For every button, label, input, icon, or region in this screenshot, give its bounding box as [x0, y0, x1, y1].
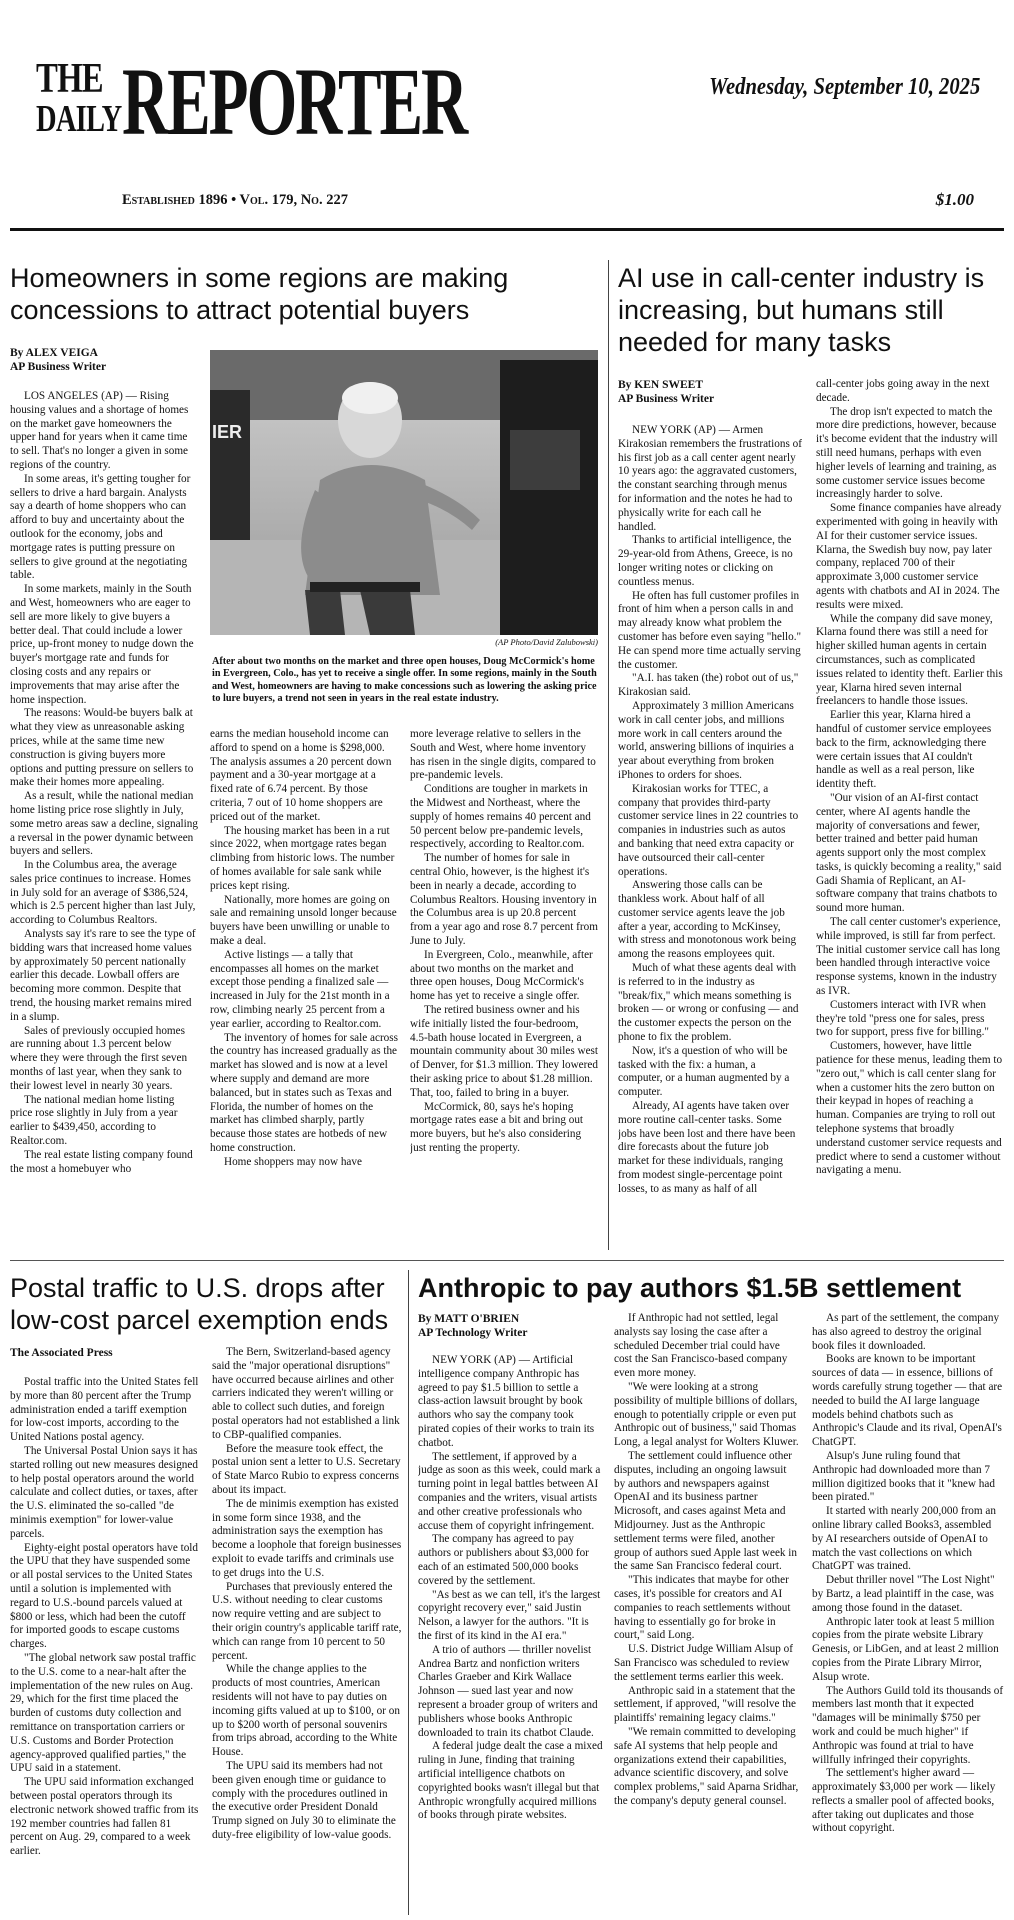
paragraph: "We were looking at a strong possibility of multiple billions of dollars, enough to potentially cripple or even put Anthropic out of business," said Thomas Long, a legal analyst for Wolters Kluwer.	[614, 1380, 799, 1449]
paragraph: The Authors Guild told its thousands of members last month that it expected "damages will be minimally $750 per work and could be much higher" if Anthropic was found at trial to have willfully infringed their copyrights.	[812, 1684, 1004, 1766]
photo-sign-text: IER	[212, 422, 243, 442]
paragraph: Anthropic said in a statement that the settlement, if approved, "will resolve the plaintiffs' remaining legacy claims."	[614, 1684, 796, 1725]
paragraph: The call center customer's experience, while improved, is still far from perfect. The initial customer service call has long been handled through interactive voice response systems, known in the industry as IVR.	[816, 916, 1001, 998]
article4-byline-name: By MATT O'BRIEN	[418, 1313, 520, 1325]
article1-byline	[10, 346, 210, 374]
paragraph: Thanks to artificial intelligence, the 29-year-old from Athens, Greece, is no longer writing notes or clicking on countless menus.	[618, 534, 793, 588]
article2-headline: AI use in call-center industry is increasing, but humans still needed for many tasks	[618, 263, 985, 357]
paragraph: Home shoppers may now have	[224, 1155, 362, 1168]
paragraph: Conditions are tougher in markets in the Midwest and Northeast, where the supply of homes remains 40 percent and 50 percent below pre-pandemic levels, respectively, according to Realtor.com.	[410, 783, 591, 851]
paragraph: Books are known to be important sources of data — in essence, billions of words carefully strung together — that are needed to build the AI large language models behind chatbots such as Anthropic's Claude and its rival, OpenAI's ChatGPT.	[812, 1353, 1003, 1449]
article1-byline-role: AP Business Writer	[10, 361, 107, 373]
paragraph: The UPU said information exchanged between postal operators through its electronic network showed traffic from its 192 member countries had fallen 81 percent on Aug. 29, compared to a week earlier.	[10, 1776, 199, 1858]
article2-byline	[618, 378, 798, 406]
paragraph: "The global network saw postal traffic to the U.S. come to a near-halt after the implementation of the new rules on Aug. 29, which for the first time placed the burden of customs duty collection and remittance on transportation carriers or U.S. Customs and Border Protection agency-approved qualified parties," the UPU said in a statement.	[10, 1651, 196, 1775]
article3-byline-name: The Associated Press	[10, 1347, 113, 1359]
article2-byline-name: By KEN SWEET	[618, 379, 703, 391]
article1-headline: Homeowners in some regions are making concessions to attract potential buyers	[10, 263, 509, 325]
paragraph: "We remain committed to developing safe AI systems that help people and organizations extend their capabilities, advance scientific discovery, and solve complex problems," said Aparna Sridhar, the company's deputy general counsel.	[614, 1725, 799, 1807]
masthead-the: THE	[36, 56, 103, 102]
paragraph: As a result, while the national median home listing price rose slightly in July, some metro areas saw a decline, signaling a reversal in the power dynamic between buyers and sellers.	[10, 790, 198, 858]
paragraph: Debut thriller novel "The Lost Night" by Bartz, a lead plaintiff in the case, was among those found in the dataset.	[812, 1574, 995, 1614]
paragraph: The Universal Postal Union says it has started rolling out new measures designed to help postal operators around the world calculate and collect duties, or taxes, after the U.S. eliminated the so-called "de minimis exemption" for lower-value parcels.	[10, 1444, 198, 1540]
article1-photo-credit: (AP Photo/David Zalubowski)	[495, 637, 598, 647]
paragraph: Sales of previously occupied homes are running about 1.3 percent below where they were through the first seven months of last year, when they sank to their lowest level in nearly 30 years.	[10, 1024, 188, 1092]
paragraph: If Anthropic had not settled, legal analysts say losing the case after a scheduled December trial could have cost the San Francisco-based company even more money.	[614, 1312, 788, 1380]
paragraph: The settlement's higher award — approximately $3,000 per work — likely reflects a smaller pool of affected books, after taking out duplicates and those without copyright.	[812, 1767, 996, 1835]
article1-col2	[210, 728, 398, 1248]
paragraph: earns the median household income can afford to spend on a home is $298,000. The analysis assumes a 20 percent down payment and a 30-year mortgage at a fixed rate of 6.74 percent. By those criteria, 7 out of 10 home shoppers are priced out of the market.	[210, 728, 392, 823]
paragraph: The company has agreed to pay authors or publishers about $3,000 for each of an estimated 500,000 books covered by the settlement.	[418, 1533, 589, 1587]
article2-col2	[816, 378, 1004, 1250]
paragraph: The reasons: Would-be buyers balk at what they view as unreasonable asking prices, while at the same time new construction is giving buyers more options and putting pressure on sellers to make their homes more appealing.	[10, 707, 194, 789]
paragraph: LOS ANGELES (AP) — Rising housing values and a shortage of homes on the market gave homeowners the upper hand for years when it came time to sell. That's no longer a given in some regions of the country.	[10, 390, 189, 471]
section-rule	[10, 1260, 1004, 1261]
article4-byline	[418, 1312, 608, 1340]
paragraph: The inventory of homes for sale across the country has increased gradually as the market has slowed and is now at a level where supply and demand are more balanced, but in states such as Texas and Florida, the number of homes on the market has climbed sharply, partly because those states are hotbeds of new home construction.	[210, 1031, 398, 1154]
article2-byline-role: AP Business Writer	[618, 393, 715, 405]
paragraph: McCormick, 80, says he's hoping mortgage rates ease a bit and bring out more buyers, but he's also considering just renting the property.	[410, 1100, 584, 1154]
paragraph: In some markets, mainly in the South and West, homeowners who are eager to sell are more likely to give buyers a better deal. That could include a lower price, up-front money to nudge down the buyer's mortgage rate and funds for closing costs and any repairs or improvements that may arise after the home inspection.	[10, 583, 194, 706]
paragraph: "A.I. has taken (the) robot out of us," Kirakosian said.	[618, 672, 799, 699]
article3-byline	[10, 1346, 200, 1360]
paragraph: call-center jobs going away in the next decade.	[816, 378, 990, 404]
paragraph: The number of homes for sale in central Ohio, however, is the highest it's been in nearly a decade, according to Columbus Realtors. Housing inventory in the Columbus area is up 20.8 percent from a year ago and rose 8.7 percent from June to July.	[410, 852, 598, 947]
paragraph: Kirakosian works for TTEC, a company that provides third-party customer service lines in 22 countries to companies in industries such as autos and banking that need extra capacity or have outsourced their call-center operations.	[618, 782, 799, 878]
paragraph: While the change applies to the products of most countries, American residents will not have to pay duties on incoming gifts valued at up to $100, or on up to $200 worth of personal souvenirs from trips abroad, according to the White House.	[212, 1663, 400, 1759]
paragraph: The UPU said its members had not been given enough time or guidance to comply with the procedures outlined in the executive order President Donald Trump signed on July 30 to eliminate the duty-free eligibility of low-value goods.	[212, 1759, 396, 1841]
article3-col1	[10, 1376, 200, 1916]
paragraph: A federal judge dealt the case a mixed ruling in June, finding that training artificial intelligence chatbots on copyrighted books wasn't illegal but that Anthropic wrongfully acquired millions of books through pirate websites.	[418, 1740, 603, 1822]
article1-byline-name: By ALEX VEIGA	[10, 347, 98, 359]
article3-col2	[212, 1346, 402, 1916]
article2-col1	[618, 424, 802, 1250]
paragraph: The retired business owner and his wife initially listed the four-bedroom, 4.5-bath house located in Evergreen, a mountain community about 30 miles west of Denver, for $1.3 million. They lowered their asking price to about $1.28 million. That, too, failed to bring in a buyer.	[410, 1003, 598, 1099]
paragraph: Now, it's a question of who will be tasked with the fix: a human, a computer, or a human augmented by a computer.	[618, 1044, 790, 1099]
paragraph: Already, AI agents have taken over more routine call-center tasks. Some jobs have been lost and there have been dire forecasts about the future job market for these individuals, ranging from modest single-percentage point losses, to as many as half of all	[618, 1100, 796, 1195]
paragraph: It started with nearly 200,000 from an online library called Books3, assembled by AI researchers outside of OpenAI to match the vast collections on which ChatGPT was trained.	[812, 1505, 996, 1573]
paragraph: Customers interact with IVR when they're told "press one for sales, press two for support, press five for billing."	[816, 998, 989, 1039]
paragraph: As part of the settlement, the company has also agreed to destroy the original book files it downloaded.	[812, 1312, 1000, 1352]
article1-col1	[10, 390, 198, 1350]
paragraph: Before the measure took effect, the postal union sent a letter to U.S. Secretary of State Marco Rubio to express concerns about its impact.	[212, 1442, 401, 1496]
paragraph: Eighty-eight postal operators have told the UPU that they have suspended some or all postal services to the United States until a solution is implemented with regard to U.S.-bound parcels valued at $800 or less, which had been the cutoff for imported goods to escape customs charges.	[10, 1541, 198, 1651]
article1-col3	[410, 728, 598, 1248]
paragraph: The Bern, Switzerland-based agency said the "major operational disruptions" have occurred because airlines and other carriers indicated they weren't willing or able to collect such duties, and foreign postal operators had not established a link to CBP-qualified companies.	[212, 1346, 400, 1441]
paragraph: Approximately 3 million Americans work in call center jobs, and millions more work in call centers around the world, answering billions of inquiries a year about everything from broken iPhones to orders for shoes.	[618, 699, 794, 781]
paragraph: The settlement could influence other disputes, including an ongoing lawsuit by authors and newspapers against OpenAI and its business partner Microsoft, and cases against Meta and Midjourney. Just as the Anthropic settlement terms were filed, another group of authors sued Apple last week in the same San Francisco federal court.	[614, 1449, 798, 1573]
paragraph: "This indicates that maybe for other cases, it's possible for creators and AI companies to reach settlements without having to essentially go for broke in court," said Long.	[614, 1574, 791, 1642]
article4-col3	[812, 1312, 1004, 1916]
paragraph: He often has full customer profiles in front of him when a person calls in and may already know what problem the customer has before even saying "hello." He can spend more time actually serving the customer.	[618, 589, 802, 671]
masthead-date: Wednesday, September 10, 2025	[708, 74, 980, 100]
article4-byline-role: AP Technology Writer	[418, 1327, 528, 1339]
article4-headline: Anthropic to pay authors $1.5B settlement	[418, 1273, 962, 1303]
paragraph: Postal traffic into the United States fell by more than 80 percent after the Trump administration ended a tariff exemption for low-cost imports, according to the United Nations postal agency.	[10, 1376, 199, 1444]
paragraph: The settlement, if approved by a judge as soon as this week, could mark a turning point in legal battles between AI companies and the writers, visual artists and other creative professionals who accuse them of copyright infringement.	[418, 1450, 601, 1532]
column-divider	[408, 1270, 409, 1915]
paragraph: The de minimis exemption has existed in some form since 1938, and the administration says the exemption has become a loophole that foreign businesses exploit to evade tariffs and criminals use to get drugs into the U.S.	[212, 1497, 402, 1579]
paragraph: In some areas, it's getting tougher for sellers to drive a hard bargain. Analysts say a dearth of home shoppers who can afford to buy and uncertainty about the outlook for the economy, jobs and mortgage rates is putting pressure on sellers to give ground at the negotiating table.	[10, 472, 191, 582]
paragraph: While the company did save money, Klarna found there was still a need for higher skilled human agents in certain circumstances, such as complicated issues related to identity theft. Earlier this year, Klarna hired seven internal freelancers to handle those issues.	[816, 612, 1003, 708]
article4-col2	[614, 1312, 800, 1916]
paragraph: The national median home listing price rose slightly in July from a year earlier to $439,450, according to Realtor.com.	[10, 1093, 178, 1148]
masthead-established: Established 1896 • Vol. 179, No. 227	[122, 192, 348, 208]
article3-headline: Postal traffic to U.S. drops after low-cost parcel exemption ends	[10, 1273, 389, 1335]
paragraph: NEW YORK (AP) — Armen Kirakosian remembers the frustrations of his first job as a call center agent nearly 10 years ago: the aggravated customers, the constant searching through menus for information and the notes he had to physically write for each call he handled.	[618, 424, 802, 533]
paragraph: A trio of authors — thriller novelist Andrea Bartz and nonfiction writers Charles Graeber and Kirk Wallace Johnson — sued last year and now represent a broader group of writers and publishers whose books Anthropic downloaded to train its chatbot Claude.	[418, 1643, 598, 1739]
paragraph: Customers, however, have little patience for these menus, leading them to "zero out," which is call center slang for when a customer hits the zero button on their keypad in hopes of reaching a human. Companies are trying to roll out telephone systems that broadly understand customer service requests and predict where to send a customer without navigating a menu.	[816, 1040, 1003, 1177]
column-divider	[608, 260, 609, 1250]
paragraph: Purchases that previously entered the U.S. without needing to clear customs now require vetting and are subject to their origin country's applicable tariff rate, which can range from 10 percent to 50 percent.	[212, 1580, 402, 1662]
paragraph: Alsup's June ruling found that Anthropic had downloaded more than 7 million digitized books that it "knew had been pirated."	[812, 1449, 995, 1504]
paragraph: Nationally, more homes are going on sale and remaining unsold longer because buyers have been unwilling or unable to make a deal.	[210, 893, 397, 947]
paragraph: U.S. District Judge William Alsup of San Francisco was scheduled to review the settlement terms earlier this week.	[614, 1643, 793, 1683]
paragraph: Much of what these agents deal with is referred to in the industry as "break/fix," which means something is broken — or wrong or confusing — and the customer expects the person on the phone to fix the problem.	[618, 962, 799, 1044]
article1-photo	[210, 350, 598, 635]
paragraph: In Evergreen, Colo., meanwhile, after about two months on the market and three open houses, Doug McCormick's home has yet to receive a single offer.	[410, 948, 593, 1003]
paragraph: "As best as we can tell, it's the largest copyright recovery ever," said Justin Nelson, a lawyer for the authors. "It is the first of its kind in the AI era."	[418, 1588, 601, 1642]
paragraph: In the Columbus area, the average sales price continues to increase. Homes in July sold for an average of $386,524, which is 2.5 percent higher than last July, according to Columbus Realtors.	[10, 859, 196, 927]
masthead-price: $1.00	[935, 190, 974, 209]
masthead-daily: DAILY	[36, 98, 122, 140]
article1-caption: After about two months on the market and three open houses, Doug McCormick's home in Evergreen, Colo., has yet to receive a single offer. In some regions, mainly in the South and West, homeowners are having to make concessions such as lowering the asking price to lure buyers, a trend not seen in years in the real estate industry.	[212, 656, 597, 705]
masthead-rule	[10, 228, 1004, 231]
article1-photo-illustration	[210, 350, 598, 635]
paragraph: more leverage relative to sellers in the South and West, where home inventory has risen in the single digits, compared to pre-pandemic levels.	[410, 728, 596, 782]
masthead-reporter: REPORTER	[122, 48, 467, 155]
paragraph: Active listings — a tally that encompasses all homes on the market except those pending a finalized sale — increased in July for the 21st month in a row, climbing nearly 25 percent from a year earlier, according to Realtor.com.	[210, 948, 390, 1030]
paragraph: NEW YORK (AP) — Artificial intelligence company Anthropic has agreed to pay $1.5 billion to settle a class-action lawsuit brought by book authors who say the company took pirated copies of their works to train its chatbot.	[418, 1354, 595, 1449]
paragraph: Answering those calls can be thankless work. About half of all customer service agents leave the job after a year, according to McKinsey, with stress and monotonous work being among the reasons employees quit.	[618, 879, 797, 961]
paragraph: Some finance companies have already experimented with going in heavily with AI for their customer service issues. Klarna, the Swedish buy now, pay later company, replaced 700 of their approximate 3,000 customer service agents with chatbots and AI in 2024. The results were mixed.	[816, 502, 1002, 611]
article4-col1	[418, 1354, 604, 1916]
paragraph: The housing market has been in a rut since 2022, when mortgage rates began climbing from historic lows. The number of homes available for sale sank while prices kept rising.	[210, 824, 395, 892]
paragraph: The drop isn't expected to match the more dire predictions, however, because it's become evident that the industry will still need humans, perhaps with even higher levels of learning and training, as some customer service issues become increasingly harder to solve.	[816, 405, 998, 501]
paragraph: Analysts say it's rare to see the type of bidding wars that increased home values by approximately 50 percent nationally earlier this decade. Lowball offers are becoming more common. Despite that trend, the housing market remains mired in a slump.	[10, 928, 196, 1023]
paragraph: "Our vision of an AI-first contact center, where AI agents handle the majority of conversations and fewer, better trained and better paid human agents support only the most complex tasks, is quickly becoming a reality," said Gadi Shamia of Replicant, an AI-software company that trains chatbots to sound more human.	[816, 791, 1002, 915]
paragraph: Anthropic later took at least 5 million copies from the pirate website Library Genesis, or LibGen, and at least 2 million copies from the Pirate Library Mirror, Alsup wrote.	[812, 1615, 999, 1683]
paragraph: The real estate listing company found the most a homebuyer who	[10, 1148, 193, 1175]
masthead-logo	[10, 48, 480, 178]
paragraph: Earlier this year, Klarna hired a handful of customer service employees back to the firm, acknowledging there were certain issues that AI couldn't handle as well as a real person, like identity theft.	[816, 709, 992, 791]
